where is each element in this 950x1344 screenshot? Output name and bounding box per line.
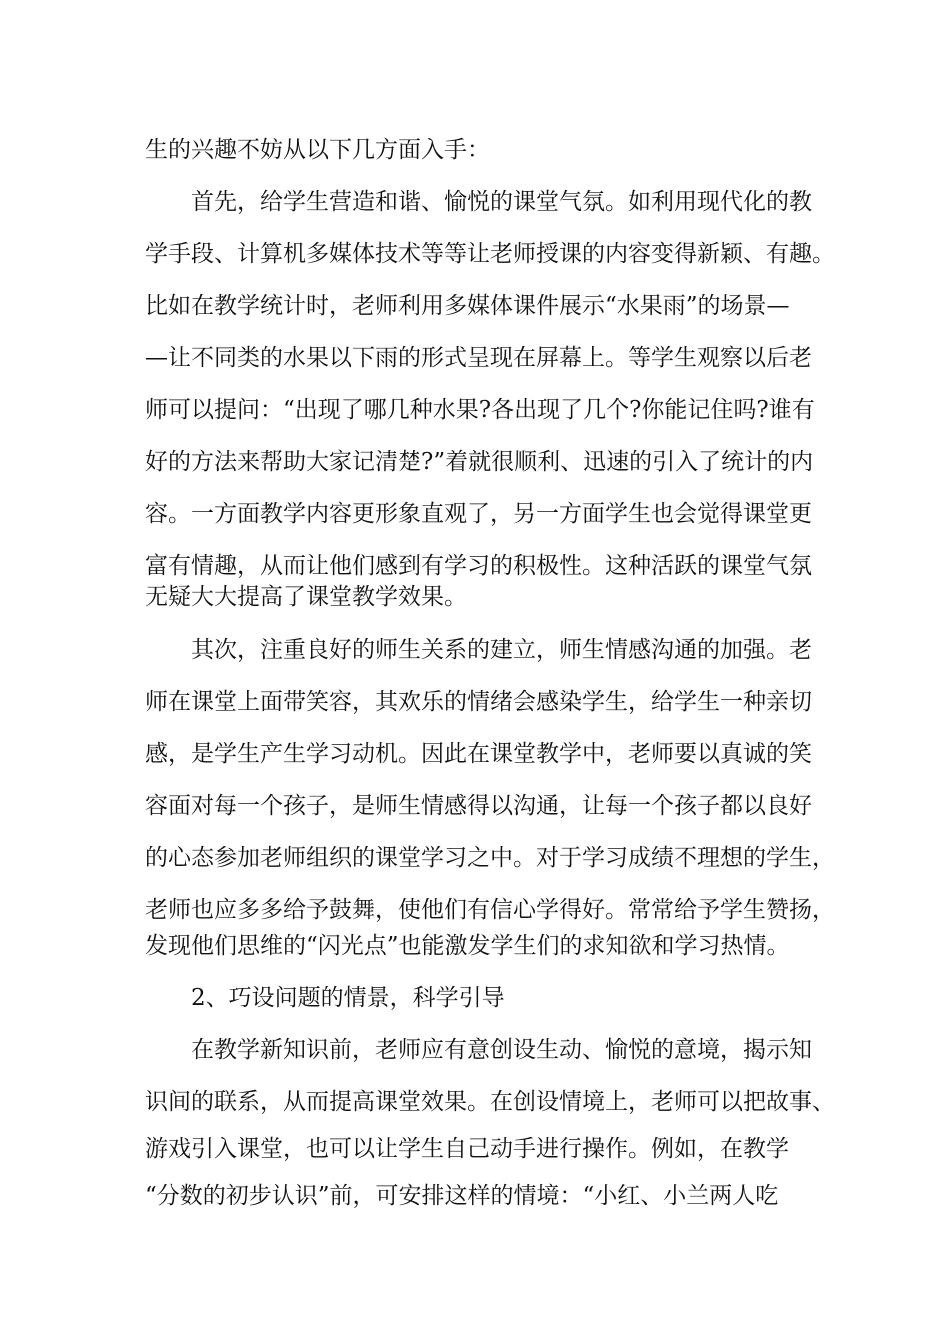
paragraph-line: 感，是学生产生学习动机。因此在课堂教学中，老师要以真诚的笑: [145, 741, 812, 767]
paragraph-line: 师可以提问：“出现了哪几种水果?各出现了几个?你能记住吗?谁有: [145, 397, 815, 423]
paragraph-line: 的心态参加老师组织的课堂学习之中。对于学习成绩不理想的学生，: [145, 845, 835, 871]
paragraph-line: 富有情趣，从而让他们感到有学习的积极性。这种活跃的课堂气氛: [145, 553, 812, 579]
paragraph-line: 容。一方面教学内容更形象直观了，另一方面学生也会觉得课堂更: [145, 501, 812, 527]
paragraph-line: 其次，注重良好的师生关系的建立，师生情感沟通的加强。老: [191, 637, 812, 663]
paragraph-line: 首先，给学生营造和谐、愉悦的课堂气氛。如利用现代化的教: [191, 189, 812, 215]
paragraph-line: 老师也应多多给予鼓舞，使他们有信心学得好。常常给予学生赞扬，: [145, 897, 835, 923]
paragraph-line: 游戏引入课堂，也可以让学生自己动手进行操作。例如，在教学: [145, 1136, 789, 1162]
paragraph-line: 无疑大大提高了课堂教学效果。: [145, 584, 467, 610]
paragraph-line: “分数的初步认识”前，可安排这样的情境：“小红、小兰两人吃: [145, 1183, 779, 1209]
paragraph-line: 师在课堂上面带笑容，其欢乐的情绪会感染学生，给学生一种亲切: [145, 689, 812, 715]
paragraph-line: 比如在教学统计时，老师利用多媒体课件展示“水果雨”的场景—: [145, 293, 790, 319]
paragraph-line: 生的兴趣不妨从以下几方面入手：: [145, 137, 490, 163]
paragraph-line: 发现他们思维的“闪光点”也能激发学生们的求知欲和学习热情。: [145, 933, 790, 959]
paragraph-line: 在教学新知识前，老师应有意创设生动、愉悦的意境，揭示知: [191, 1037, 812, 1063]
paragraph-line: 学手段、计算机多媒体技术等等让老师授课的内容变得新颖、有趣。: [145, 241, 835, 267]
paragraph-line: 识间的联系，从而提高课堂效果。在创设情境上，老师可以把故事、: [145, 1089, 835, 1115]
paragraph-line: 好的方法来帮助大家记清楚?”着就很顺利、迅速的引入了统计的内: [145, 449, 814, 475]
section-heading: 2、巧设问题的情景，科学引导: [191, 985, 505, 1011]
paragraph-line: —让不同类的水果以下雨的形式呈现在屏幕上。等学生观察以后老: [145, 345, 812, 371]
paragraph-line: 容面对每一个孩子，是师生情感得以沟通，让每一个孩子都以良好: [145, 793, 812, 819]
